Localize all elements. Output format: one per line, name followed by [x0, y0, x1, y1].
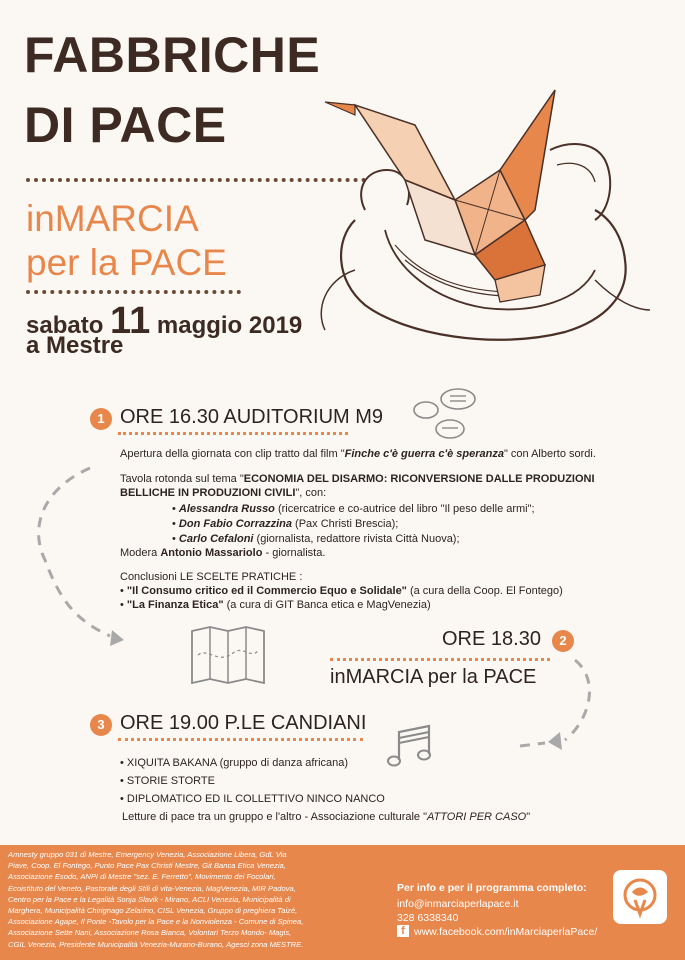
title-line-1: FABBRICHE: [24, 27, 321, 83]
date-day: sabato: [26, 312, 104, 339]
conclusions-title: Conclusioni LE SCELTE PRATICHE :: [120, 571, 303, 583]
round-table-line-2: BELLICHE IN PRODUZIONI CIVILI", con:: [120, 487, 327, 499]
subtitle-line-1: inMARCIA: [26, 198, 199, 239]
readings-text: Letture di pace tra un gruppo e l'altro - Associazione culturale "ATTORI PER CASO": [122, 811, 531, 823]
organizers-list: Amnesty gruppo 031 di Mestre, Emergency Venezia, Associazione Libera, GdL Via Piave, Coop. El Fontego, Punto Pace Pax Christi Mestre, Git Banca Etica Venezia, Associazione Esodo, ANPI di Mestre "sez. E. Ferretto", Movimento dei Focolari, Ecoistituto del Veneto, Pastorale degli Stili di vita-Venezia, MagVenezia, MIR Padova, Centro per la Pace e la Legalità Sonja Slavik - Mirano, ACLI Venezia, Municipalità di Marghera, Municipalità Chirignago Zelarino, CISL Venezia, Gruppo di preghiera Taizé, Associazione Agape, Il Ponte -Tavolo per la Pace e la Nonviolenza - Comune di Spinea, Associazione Sette Nani, Associazione Rosa Bianca, Volontari Terzo Mondo- Magis, CGIL Venezia, Presidente Municipalità Venezia-Murano-Burano, Agesci zona MESTRE.: [8, 850, 304, 949]
origami-crane-in-hands-illustration: [295, 70, 655, 360]
step-3-underline: [118, 738, 363, 741]
folded-map-icon: [188, 625, 268, 687]
round-table-line-1: Tavola rotonda sul tema "ECONOMIA DEL DISARMO: RICONVERSIONE DALLE PRODUZIONI: [120, 473, 595, 485]
footer: [0, 845, 685, 960]
title-line-2: DI PACE: [24, 97, 227, 153]
step-2-subheading: inMARCIA per la PACE: [330, 666, 537, 688]
conclusion-2: • "La Finanza Etica" (a cura di GIT Banca etica e MagVenezia): [120, 598, 431, 612]
email-link[interactable]: info@inmarciaperlapace.it: [397, 898, 519, 910]
phone-number: 328 6338340: [397, 912, 459, 924]
music-note-icon: [385, 722, 435, 770]
event-place: a Mestre: [26, 332, 124, 359]
guest-1: • Alessandra Russo (ricercatrice e co-autrice del libro "Il peso delle armi";: [172, 502, 535, 516]
performer-2: • STORIE STORTE: [120, 774, 215, 788]
facebook-icon[interactable]: f: [397, 925, 409, 937]
dotted-divider-bottom: [26, 290, 241, 294]
logo-icon: [613, 870, 667, 924]
step-2-badge: 2: [552, 630, 574, 652]
step-3-heading: ORE 19.00 P.LE CANDIANI: [120, 712, 367, 734]
subtitle-line-2: per la PACE: [26, 242, 227, 283]
moderator: Modera Antonio Massariolo - giornalista.: [120, 547, 326, 559]
step-2-underline: [330, 658, 550, 661]
step-1-heading: ORE 16.30 AUDITORIUM M9: [120, 406, 384, 428]
date-number: 11: [110, 300, 151, 342]
step-3-badge: 3: [90, 714, 112, 736]
speech-bubbles-icon: [410, 385, 480, 445]
guest-3: • Carlo Cefaloni (giornalista, redattore rivista Città Nuova);: [172, 532, 460, 546]
conclusion-1: • "Il Consumo critico ed il Commercio Equo e Solidale" (a cura della Coop. El Fontego): [120, 584, 563, 598]
info-title: Per info e per il programma completo:: [397, 882, 587, 894]
performer-3: • DIPLOMATICO ED IL COLLETTIVO NINCO NANCO: [120, 792, 385, 806]
step-2-heading: ORE 18.30: [442, 628, 541, 650]
facebook-link[interactable]: www.facebook.com/inMarciaperlaPace/: [414, 926, 598, 938]
guest-2: • Don Fabio Corrazzina (Pax Christi Brescia);: [172, 517, 398, 531]
performer-1: • XIQUITA BAKANA (gruppo di danza africana): [120, 756, 348, 770]
step-1-underline: [118, 432, 348, 435]
step-1-badge: 1: [90, 408, 112, 430]
date-month-year: maggio 2019: [156, 312, 303, 339]
opening-text: Apertura della giornata con clip tratto dal film "Finche c'è guerra c'è speranza" con Alberto sordi.: [120, 448, 596, 460]
